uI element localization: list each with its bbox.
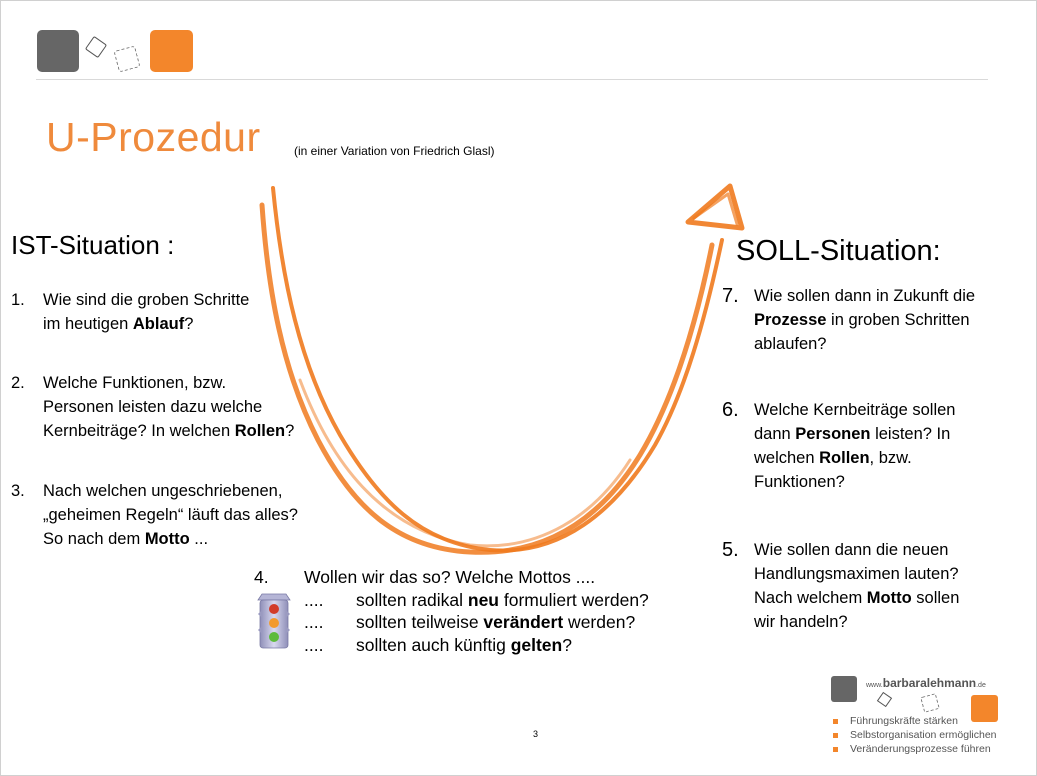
soll-item-number: 7.	[722, 285, 739, 307]
ist-item-number: 2.	[11, 374, 25, 392]
ist-item-number: 1.	[11, 291, 25, 309]
brand-tagline: Veränderungsprozesse führen	[833, 743, 991, 755]
soll-item-text: Welche Kernbeiträge sollen dann Personen leisten? In welchen Rollen, bzw. Funktionen?	[754, 401, 956, 491]
soll-item-text: Wie sollen dann in Zukunft die Prozesse in groben Schritten ablaufen?	[754, 287, 976, 353]
brand-url: www.barbaralehmann.de	[866, 676, 986, 690]
middle-question: Wollen wir das so? Welche Mottos ....	[304, 567, 596, 587]
bullet-icon	[833, 733, 838, 738]
bullet-icon	[833, 747, 838, 752]
brand-tagline: Selbstorganisation ermöglichen	[833, 729, 997, 741]
soll-heading: SOLL-Situation:	[736, 235, 941, 267]
soll-item-number: 5.	[722, 539, 739, 561]
soll-item-number: 6.	[722, 399, 739, 421]
ist-item-number: 3.	[11, 482, 25, 500]
logo-orange-square-icon	[150, 30, 193, 72]
ist-item-text: Nach welchen ungeschriebenen, „geheimen Regeln“ läuft das alles? So nach dem Motto ...	[43, 482, 298, 548]
soll-item-text: Wie sollen dann die neuen Handlungsmaximen lauten? Nach welchem Motto sollen wir handeln?	[754, 541, 960, 631]
slide-subtitle: (in einer Variation von Friedrich Glasl)	[294, 144, 495, 158]
ist-item-text: Wie sind die groben Schritte im heutigen Ablauf?	[43, 291, 250, 333]
middle-item-number: 4.	[254, 567, 269, 587]
brand-tagline: Führungskräfte stärken	[833, 715, 958, 727]
ist-heading: IST-Situation :	[11, 230, 175, 260]
brand-dark-square-icon	[831, 676, 857, 702]
brand-orange-square-icon	[971, 695, 998, 722]
slide-title: U-Prozedur	[46, 114, 261, 160]
logo-dark-square-icon	[37, 30, 79, 72]
traffic-light-icon	[256, 590, 292, 652]
header-divider	[36, 79, 988, 80]
page-number: 3	[533, 729, 539, 739]
bullet-icon	[833, 719, 838, 724]
ist-item-text: Welche Funktionen, bzw. Personen leisten dazu welche Kernbeiträge? In welchen Rollen?	[43, 374, 295, 440]
